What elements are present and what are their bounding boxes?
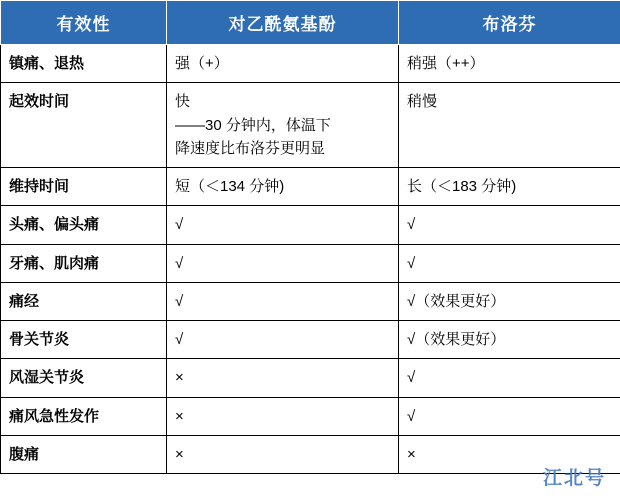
row-value-ibuprofen [399,359,620,397]
table-row [1,282,620,320]
table-row [1,83,620,168]
row-value-acetaminophen [167,206,399,244]
row-label: 维持时间 [1,168,167,206]
row-label: 起效时间 [1,83,167,168]
table-row [1,244,620,282]
row-value-acetaminophen [167,321,399,359]
value-line: √ [407,407,416,425]
row-value-acetaminophen [167,359,399,397]
row-value-ibuprofen [399,168,620,206]
row-value-acetaminophen [167,435,399,473]
row-value-ibuprofen [399,397,620,435]
row-value-ibuprofen [399,83,620,168]
value-line: × [175,445,184,463]
row-value-ibuprofen [399,45,620,83]
table-row [1,168,620,206]
row-label: 骨关节炎 [1,321,167,359]
column-header-acetaminophen: 对乙酰氨基酚 [167,1,399,45]
value-line: 稍慢 [407,93,438,111]
value-line: √ [175,292,184,310]
value-line: × [175,369,184,387]
table-row [1,397,620,435]
value-line: × [175,407,184,425]
table-row [1,321,620,359]
row-label: 牙痛、肌肉痛 [1,244,167,282]
value-line: √ [407,216,416,234]
row-value-acetaminophen [167,45,399,83]
value-line: 稍强（++） [407,55,485,72]
row-value-acetaminophen [167,397,399,435]
row-label: 痛经 [1,282,167,320]
row-value-ibuprofen [399,244,620,282]
value-line: 快 [175,93,191,111]
value-line: √ [407,369,416,387]
value-line: √ [175,216,184,234]
table-header-row [1,1,620,45]
row-label: 头痛、偏头痛 [1,206,167,244]
value-line: √ [175,254,184,272]
row-label: 镇痛、退热 [1,45,167,83]
row-value-acetaminophen [167,244,399,282]
value-line: √ [175,331,184,348]
table-row [1,206,620,244]
value-line: 强（+） [175,55,229,72]
row-value-ibuprofen [399,282,620,320]
column-header-ibuprofen: 布洛芬 [399,1,620,45]
watermark: 江北号 [542,468,606,489]
row-value-ibuprofen [399,321,620,359]
row-value-ibuprofen [399,206,620,244]
row-label: 痛风急性发作 [1,397,167,435]
table-row [1,45,620,83]
value-line: 降速度比布洛芬更明显 [175,139,326,157]
table-row [1,359,620,397]
value-line: 短（＜134 分钟) [175,178,285,195]
row-value-acetaminophen [167,282,399,320]
value-line: ——30 分钟内，体温下 [175,116,331,134]
value-line: √（效果更好） [407,292,506,310]
value-line: × [407,445,416,463]
value-line: √ [407,254,416,272]
row-value-acetaminophen [167,168,399,206]
row-label: 风湿关节炎 [1,359,167,397]
column-header-effectiveness: 有效性 [1,1,167,45]
value-line: √（效果更好） [407,331,506,348]
row-value-acetaminophen [167,83,399,168]
value-line: 长（＜183 分钟) [407,178,517,195]
row-label: 腹痛 [1,435,167,473]
table-body [1,45,620,474]
table-row [1,435,620,473]
